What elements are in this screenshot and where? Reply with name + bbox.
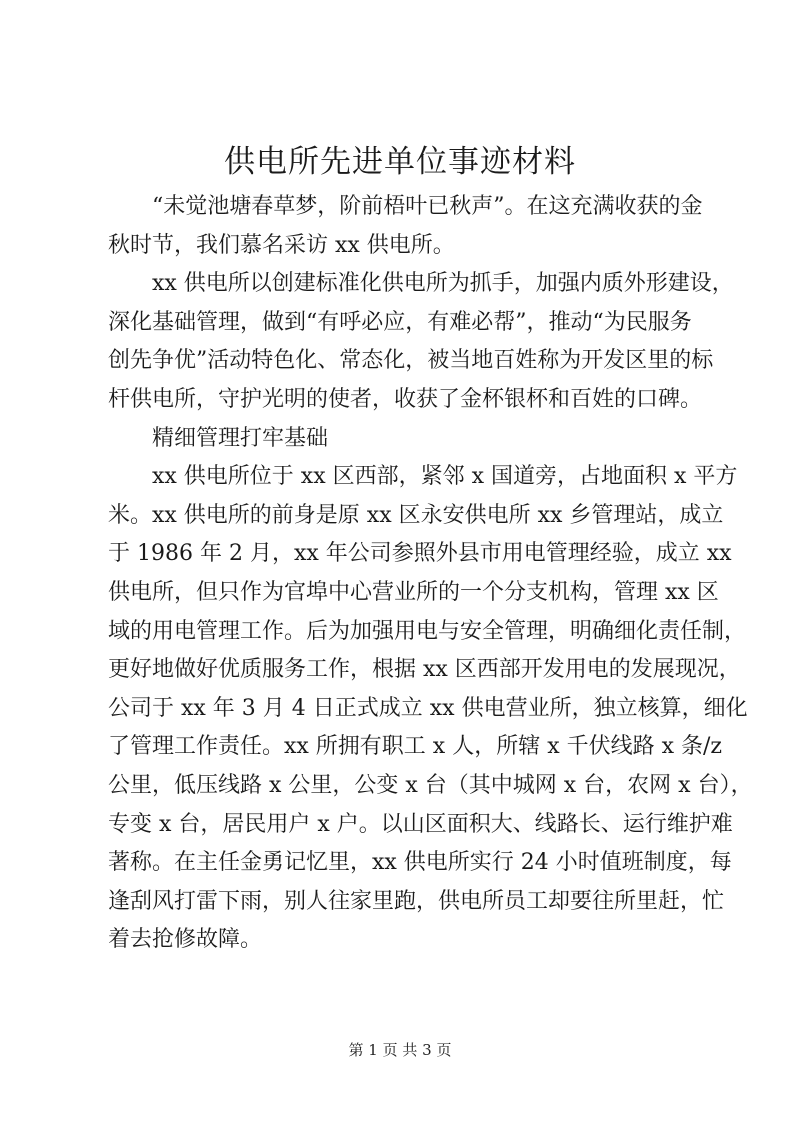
text-line: 着去抢修故障。 xyxy=(108,927,263,953)
text-line: 精细管理打牢基础 xyxy=(152,425,329,451)
text-line: 更好地做好优质服务工作，根据 xx 区西部开发用电的发展现况， xyxy=(108,657,741,683)
text-line: 逢刮风打雷下雨，别人往家里跑，供电所员工却要往所里赶，忙 xyxy=(108,888,725,914)
text-line: 供电所，但只作为官埠中心营业所的一个分支机构，管理 xx 区 xyxy=(108,579,719,605)
text-line: 专变 x 台，居民用户 x 户。以山区面积大、线路长、运行维护难 xyxy=(108,811,733,837)
text-line: 公里，低压线路 x 公里，公变 x 台（其中城网 x 台，农网 x 台）， xyxy=(108,772,753,798)
text-line: 著称。在主任金勇记忆里，xx 供电所实行 24 小时值班制度，每 xyxy=(108,850,732,876)
text-line: 域的用电管理工作。后为加强用电与安全管理，明确细化责任制， xyxy=(108,618,747,644)
paragraph xyxy=(108,265,734,419)
text-line: 创先争优”活动特色化、常态化，被当地百姓称为开发区里的标 xyxy=(108,348,714,374)
paragraph xyxy=(108,420,702,459)
text-line: “未觉池塘春草梦，阶前梧叶已秋声”。在这充满收获的金 xyxy=(152,194,703,219)
paragraph xyxy=(108,458,753,960)
page-footer: 第 1 页 共 3 页 xyxy=(348,1041,452,1059)
text-line: 了管理工作责任。xx 所拥有职工 x 人，所辖 x 千伏线路 x 条/z xyxy=(108,734,722,760)
text-line: 杆供电所，守护光明的使者，收获了金杯银杯和百姓的口碑。 xyxy=(108,386,703,412)
document-body xyxy=(108,188,753,960)
text-line: 秋时节，我们慕名采访 xx 供电所。 xyxy=(108,232,455,258)
text-line: 公司于 xx 年 3 月 4 日正式成立 xx 供电营业所，独立核算，细化 xyxy=(108,695,748,721)
text-line: 于 1986 年 2 月，xx 年公司参照外县市用电管理经验，成立 xx xyxy=(108,541,732,567)
text-line: 深化基础管理，做到“有呼必应，有难必帮”，推动“为民服务 xyxy=(108,309,692,335)
paragraph xyxy=(108,188,702,265)
text-line: xx 供电所以创建标准化供电所为抓手，加强内质外形建设， xyxy=(152,271,734,297)
text-line: 米。xx 供电所的前身是原 xx 区永安供电所 xx 乡管理站，成立 xyxy=(108,502,724,528)
text-line: xx 供电所位于 xx 区西部，紧邻 x 国道旁，占地面积 x 平方 xyxy=(152,464,738,490)
document-title: 供电所先进单位事迹材料 xyxy=(224,144,576,180)
